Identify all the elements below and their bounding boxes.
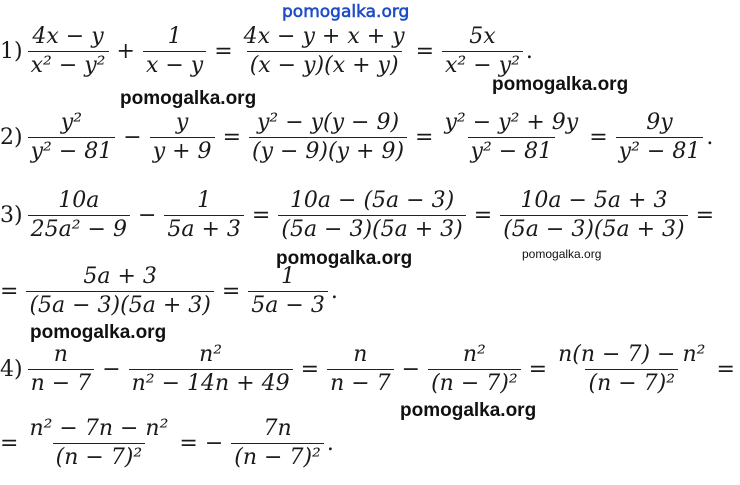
period: . [330,279,338,304]
watermark: pomogalka.org [30,322,167,343]
fraction [442,24,523,79]
problem-3-line-2 [0,264,338,319]
problem-label: 3) [0,203,23,228]
denominator: (n − 7)² [428,369,521,397]
fraction [441,110,581,165]
equals-sign: = [473,203,493,228]
numerator: y² [60,110,83,135]
numerator: y² − y(y − 9) [256,110,400,135]
problem-4-line-1 [0,342,740,397]
denominator: (5a − 3)(5a + 3) [26,291,213,319]
operator: − [137,203,157,228]
fraction [26,264,213,319]
numerator: n [353,342,368,367]
problem-label: 1) [0,39,23,64]
fraction [500,188,687,243]
numerator: n² [199,342,223,367]
numerator: n [53,342,68,367]
watermark: pomogalka.org [276,248,413,269]
denominator: (y − 9)(y + 9) [249,137,407,165]
period: . [706,125,714,150]
period: . [326,431,334,456]
numerator: n² [462,342,486,367]
numerator: 10a [58,188,100,213]
fraction [231,416,324,471]
denominator: n² − 14n + 49 [129,369,293,397]
denominator: x − y [143,51,206,79]
fraction [164,188,244,243]
problem-label: 2) [0,125,23,150]
fraction [150,110,215,165]
numerator: 1 [281,264,296,289]
problem-2 [0,110,713,165]
equals-sign: = [251,203,271,228]
watermark: pomogalka.org [522,247,602,261]
fraction [278,188,465,243]
denominator: n − 7 [327,369,394,397]
operator: − [102,357,121,382]
fraction [249,110,407,165]
numerator: 4x − y + x + y [243,24,405,49]
denominator: y + 9 [150,137,215,165]
fraction [26,416,171,471]
fraction [555,342,708,397]
period: . [525,39,533,64]
equals-sign: = [589,125,608,150]
watermark-top: pomogalka.org [282,2,410,22]
equals-sign: = [528,357,548,382]
watermark: pomogalka.org [400,400,537,421]
fraction [327,342,394,397]
numerator: n(n − 7) − n² [558,342,706,367]
fraction [28,342,95,397]
problem-4-line-2 [0,416,334,471]
numerator: 4x − y [32,24,104,49]
equals-sign: = [0,431,19,456]
numerator: 9y [646,110,673,135]
problem-3-line-1 [0,188,719,243]
equals-sign: = [300,357,320,382]
fraction [28,24,109,79]
fraction [241,24,408,79]
operator: − [123,125,142,150]
denominator: (n − 7)² [53,443,146,471]
equals-sign: = [695,203,715,228]
fraction [428,342,521,397]
watermark: pomogalka.org [492,74,629,95]
equals-sign: = [415,39,435,64]
problem-1 [0,24,533,79]
numerator: y [175,110,189,135]
denominator: (5a − 3)(5a + 3) [278,215,465,243]
denominator: y² − 81 [468,137,556,165]
numerator: 10a − 5a + 3 [520,188,668,213]
problem-label: 4) [0,357,23,382]
operator: − [401,357,421,382]
numerator: n² − 7n − n² [29,416,169,441]
equals-sign: = [415,125,434,150]
numerator: 1 [167,24,182,49]
numerator: y² − y² + 9y [444,110,579,135]
fraction [248,264,328,319]
watermark: pomogalka.org [120,88,257,109]
fraction [143,24,206,79]
fraction [616,110,704,165]
equals-sign: = [716,357,735,382]
fraction [129,342,293,397]
numerator: 10a − (5a − 3) [289,188,455,213]
equals-sign: = [214,39,233,64]
denominator: 25a² − 9 [28,215,130,243]
equals-sign: = [0,279,19,304]
fraction [28,110,116,165]
denominator: 5a − 3 [248,291,328,319]
numerator: 5x [469,24,496,49]
equals-sign: = [221,279,241,304]
equals-sign: = − [179,431,224,456]
denominator: (5a − 3)(5a + 3) [500,215,687,243]
denominator: y² − 81 [28,137,116,165]
numerator: 5a + 3 [83,264,157,289]
denominator: 5a + 3 [164,215,244,243]
denominator: (x − y)(x + y) [247,51,402,79]
operator: + [116,39,135,64]
numerator: 1 [197,188,212,213]
equals-sign: = [222,125,241,150]
denominator: x² − y² [28,51,109,79]
numerator: 7n [263,416,292,441]
denominator: (n − 7)² [585,369,678,397]
denominator: y² − 81 [616,137,704,165]
denominator: x² − y² [442,51,523,79]
denominator: (n − 7)² [231,443,324,471]
denominator: n − 7 [28,369,95,397]
fraction [28,188,130,243]
